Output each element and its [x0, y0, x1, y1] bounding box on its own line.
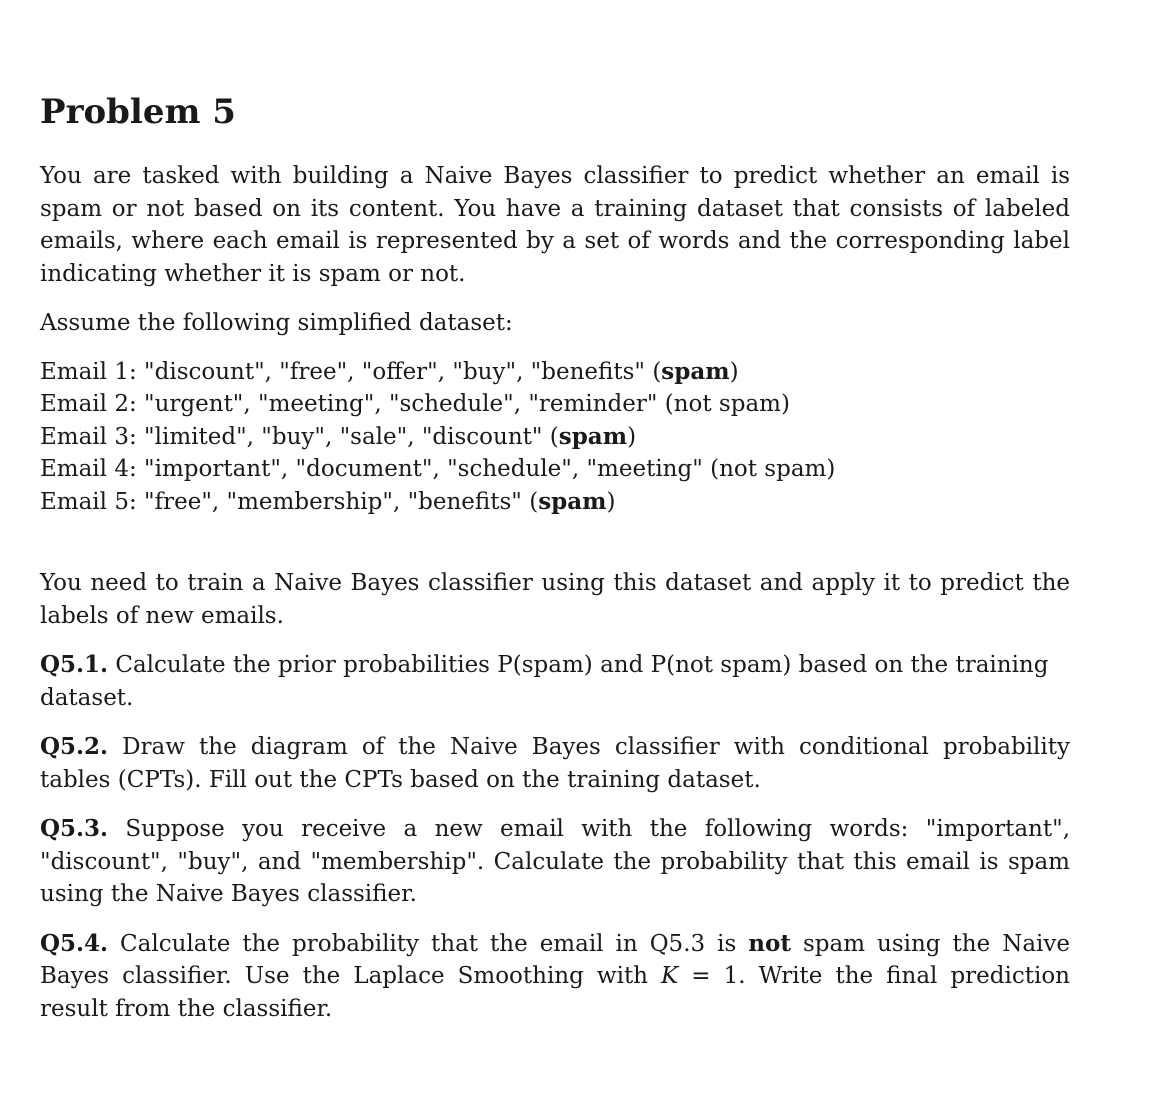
email-words: "important", "document", "schedule", "meeting": [144, 456, 711, 482]
question-5-4: [40, 928, 1070, 1026]
email-words: "free", "membership", "benefits": [144, 488, 530, 515]
paren-close: ): [826, 456, 836, 482]
paren-close: ): [729, 358, 739, 385]
emphasis-not: not: [748, 929, 791, 957]
email-label-spam: spam: [558, 422, 628, 450]
email-label-spam: spam: [661, 357, 730, 385]
question-text: Calculate the prior probabilities P(spam) and P(not spam) based on the training dataset.: [40, 652, 1049, 711]
email-prefix: Email 2:: [40, 391, 145, 417]
paren-close: ): [780, 391, 790, 417]
math-variable-k: K: [661, 963, 679, 989]
paren-open: (: [710, 456, 720, 482]
email-line: [40, 421, 1070, 454]
paren-close: ): [627, 423, 637, 450]
task-paragraph: You need to train a Naive Bayes classifier using this dataset and apply it to predict the labels of new emails.: [40, 570, 1070, 629]
paren-open: (: [549, 423, 559, 450]
question-label: Q5.4.: [40, 929, 109, 957]
intro-paragraph: You are tasked with building a Naive Bayes classifier to predict whether an email is spam or not based on its content. You have a training dataset that consists of labeled emails, where each email is represented by a set of words and the corresponding label indicating whether it is spam or not.: [40, 163, 1070, 287]
question-text: spam using the Naive Bayes classifier. Use the Laplace Smoothing with: [40, 930, 1070, 989]
email-prefix: Email 4:: [40, 456, 145, 482]
email-words: "limited", "buy", "sale", "discount": [144, 423, 550, 450]
email-label-not-spam: not spam: [719, 456, 827, 482]
question-text: Calculate the probability that the email in Q5.3 is: [108, 930, 749, 957]
question-text: Suppose you receive a new email with the following words: "important", "discount", "buy", and "membership". Calculate the probability that this email is spam using the Naive Bayes classifier.: [40, 816, 1070, 907]
question-label: Q5.3.: [40, 815, 109, 842]
email-prefix: Email 1:: [40, 358, 145, 385]
email-label-spam: spam: [538, 487, 607, 515]
paren-open: (: [664, 391, 674, 417]
email-prefix: Email 5:: [40, 488, 145, 515]
email-line: [40, 356, 1070, 389]
paren-open: (: [529, 488, 539, 515]
problem-document: [40, 92, 1070, 1025]
email-line: [40, 486, 1070, 519]
email-label-not-spam: not spam: [673, 391, 781, 417]
paren-open: (: [652, 358, 662, 385]
email-line: [40, 388, 1070, 421]
email-words: "urgent", "meeting", "schedule", "reminder": [144, 391, 665, 417]
question-text: = 1. Write the final prediction result from the classifier.: [40, 963, 1070, 1022]
question-label: Q5.1.: [40, 651, 109, 678]
question-label: Q5.2.: [40, 733, 109, 760]
email-words: "discount", "free", "offer", "buy", "benefits": [144, 358, 653, 385]
paren-close: ): [606, 488, 616, 515]
assume-paragraph: Assume the following simplified dataset:: [40, 310, 513, 336]
email-dataset: [40, 356, 1070, 519]
question-5-1: [40, 649, 1070, 714]
email-line: [40, 453, 1070, 486]
email-prefix: Email 3:: [40, 423, 145, 450]
question-5-3: [40, 813, 1070, 911]
question-text: Draw the diagram of the Naive Bayes classifier with conditional probability tables (CPTs). Fill out the CPTs based on the training dataset.: [40, 734, 1070, 793]
question-5-2: [40, 731, 1070, 796]
problem-title: Problem 5: [40, 92, 236, 132]
